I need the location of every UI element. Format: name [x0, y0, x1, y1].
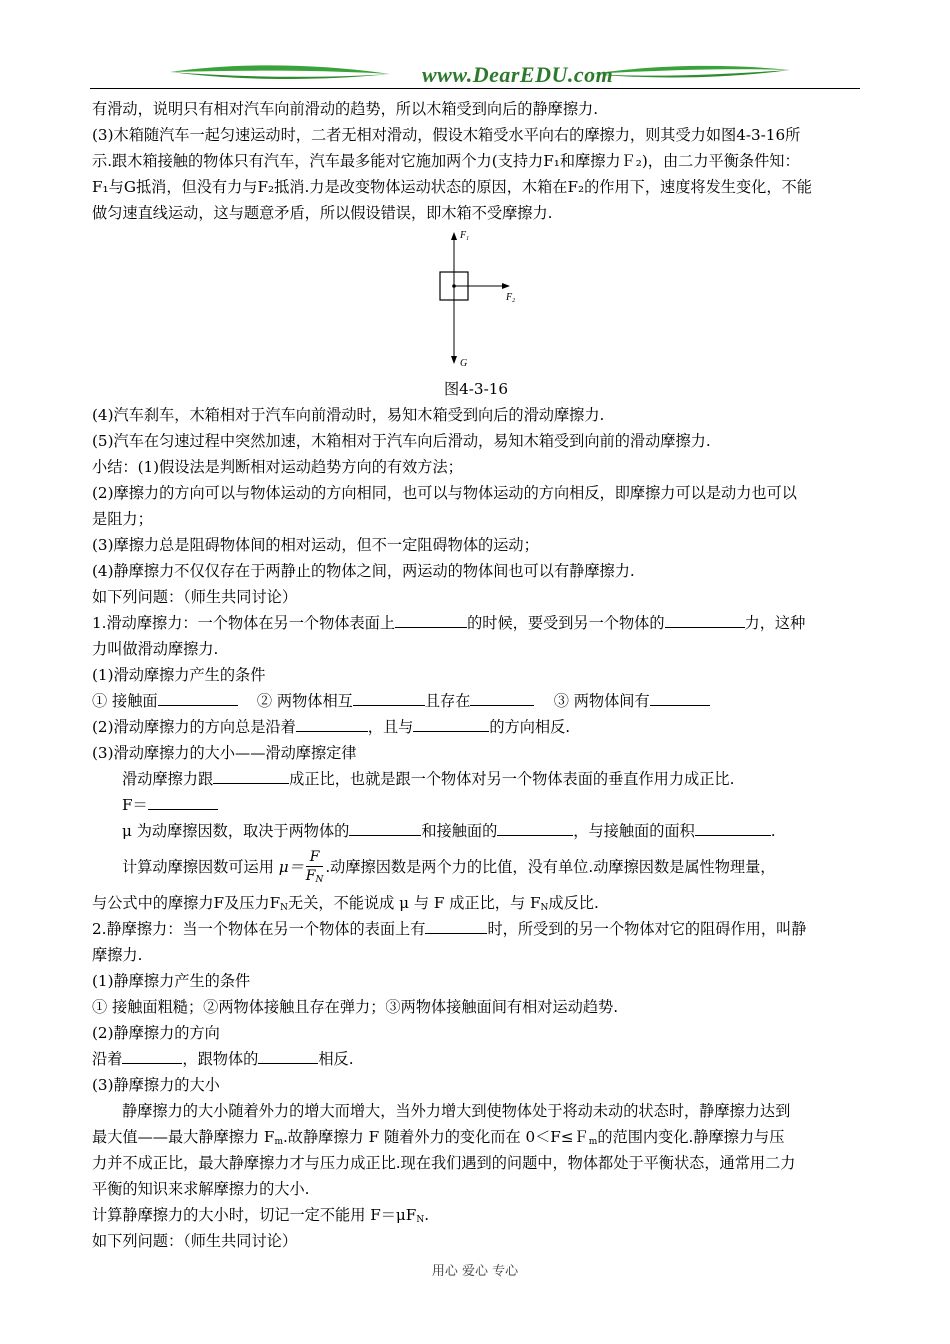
fill-blank	[650, 689, 710, 706]
section-heading: (3)静摩擦力的大小	[92, 1076, 220, 1094]
text-line: 小结：(1)假设法是判断相对运动趋势方向的有效方法；	[92, 458, 463, 476]
fill-blank	[213, 767, 289, 784]
fill-blank	[258, 1047, 318, 1064]
fill-blank	[148, 793, 218, 810]
fill-blank	[296, 715, 368, 732]
f2-arrowhead	[502, 283, 510, 289]
force-diagram-svg	[422, 226, 542, 376]
section-heading: (1)滑动摩擦力产生的条件	[92, 666, 266, 684]
text-line: 力叫做滑动摩擦力.	[92, 640, 219, 658]
fill-blank	[353, 689, 425, 706]
mu-symbol: μ＝	[278, 858, 304, 876]
mu-fraction: $\frac{F}{F_N}$	[305, 848, 324, 885]
text-line: 有滑动，说明只有相对汽车向前滑动的趋势，所以木箱受到向后的静摩擦力.	[92, 100, 599, 118]
static-max-line: 最大值——最大静摩擦力 $F_m$.故静摩擦力 F 随着外力的变化而在 0＜F≤Ｆ$_m$的范围内变化.静摩擦力与压	[92, 1128, 785, 1147]
text-line: (4)汽车刹车，木箱相对于汽车向前滑动时，易知木箱受到向后的滑动摩擦力.	[92, 406, 605, 424]
text-line: F₁与G抵消，但没有力与F₂抵消.力是改变物体运动状态的原因，木箱在F₂的作用下，速度将发生变化，不能	[92, 178, 812, 196]
box-center-dot	[452, 284, 456, 288]
figure-caption: 图4-3-16	[443, 380, 509, 398]
static-friction-definition: 2.静摩擦力：当一个物体在另一个物体的表面上有 时，所受到的另一个物体对它的阻碍作用，叫静	[92, 916, 860, 942]
page-footer: 用心 爱心 专心	[431, 1264, 519, 1279]
text-line: 示.跟木箱接触的物体只有汽车，汽车最多能对它施加两个力(支持力F₁和摩擦力Ｆ₂)，由二力平衡条件知：	[92, 152, 800, 170]
fill-blank	[665, 611, 745, 628]
friction-equation: F＝	[92, 792, 860, 818]
text-line: 力并不成正比，最大静摩擦力才与压力成正比.现在我们遇到的问题中，物体都处于平衡状态，通常用二力	[92, 1154, 796, 1172]
mu-description: μ 为动摩擦因数，取决于两物体的 和接触面的 ，与接触面的面积 .	[92, 818, 860, 844]
text-line: 如下列问题：（师生共同讨论）	[92, 1232, 298, 1250]
section-heading: (1)静摩擦力产生的条件	[92, 972, 251, 990]
fill-blank	[122, 1047, 182, 1064]
text-line: (3)木箱随汽车一起匀速运动时，二者无相对滑动，假设木箱受水平向右的摩擦力，则其受力如图4-3-16所	[92, 126, 801, 144]
sliding-law: 滑动摩擦力跟 成正比，也就是跟一个物体对另一个物体表面的垂直作用力成正比.	[92, 766, 860, 792]
fill-blank	[695, 819, 771, 836]
main-content	[92, 96, 860, 1254]
section-heading: (2)静摩擦力的方向	[92, 1024, 220, 1042]
site-logo-text: www.DearEDU.com	[422, 62, 614, 87]
fill-blank	[470, 689, 534, 706]
fill-blank	[425, 917, 487, 934]
f2-label: $F_2$	[506, 292, 516, 304]
sliding-conditions: ① 接触面 ② 两物体相互 且存在 ③ 两物体间有	[92, 688, 860, 714]
text-line: 静摩擦力的大小随着外力的增大而增大，当外力增大到使物体处于将动未动的状态时，静摩擦力达到	[122, 1102, 791, 1120]
text-line: (2)摩擦力的方向可以与物体运动的方向相同，也可以与物体运动的方向相反，即摩擦力可以是动力也可以	[92, 484, 797, 502]
fill-blank	[158, 689, 238, 706]
force-diagram	[92, 226, 860, 376]
fill-blank	[395, 611, 467, 628]
f1-label: $F_1$	[460, 230, 470, 242]
mu-formula-line: 计算动摩擦因数可运用 μ＝ $\frac{F}{F_N}$ .动摩擦因数是两个力的比值，没有单位.动摩擦因数是属性物理量，	[92, 844, 860, 890]
text-line: 如下列问题：（师生共同讨论）	[92, 588, 298, 606]
text-line: (5)汽车在匀速过程中突然加速，木箱相对于汽车向后滑动，易知木箱受到向前的滑动摩擦力.	[92, 432, 711, 450]
fill-blank	[349, 819, 421, 836]
fill-blank	[413, 715, 489, 732]
static-calc-note: 计算静摩擦力的大小时，切记一定不能用 $F=\mu F_N$.	[92, 1206, 430, 1225]
text-line: (3)摩擦力总是阻碍物体间的相对运动，但不一定阻碍物体的运动；	[92, 536, 539, 554]
static-direction: 沿着 ，跟物体的 相反.	[92, 1046, 860, 1072]
text-line: 做匀速直线运动，这与题意矛盾，所以假设错误，即木箱不受摩擦力.	[92, 204, 553, 222]
header-rule	[90, 88, 860, 89]
section-heading: (3)滑动摩擦力的大小——滑动摩擦定律	[92, 744, 357, 762]
text-line: (4)静摩擦力不仅仅存在于两静止的物体之间，两运动的物体间也可以有静摩擦力.	[92, 562, 635, 580]
text-line: 是阻力；	[92, 510, 153, 528]
g-arrowhead	[451, 356, 457, 364]
text-line: 平衡的知识来求解摩擦力的大小.	[92, 1180, 310, 1198]
text-line: 摩擦力.	[92, 946, 143, 964]
f1-arrowhead	[451, 232, 457, 240]
sliding-friction-definition: 1.滑动摩擦力：一个物体在另一个物体表面上 的时候，要受到另一个物体的 力，这种	[92, 610, 860, 636]
g-label: G	[460, 358, 468, 369]
fill-blank	[497, 819, 573, 836]
text-line: ① 接触面粗糙；②两物体接触且存在弹力；③两物体接触面间有相对运动趋势.	[92, 998, 619, 1016]
mu-note: 与公式中的摩擦力F及压力$F_N$无关，不能说成 μ 与 F 成正比，与 $F_N$成反比.	[92, 894, 599, 913]
sliding-direction: (2)滑动摩擦力的方向总是沿着 ，且与 的方向相反.	[92, 714, 860, 740]
